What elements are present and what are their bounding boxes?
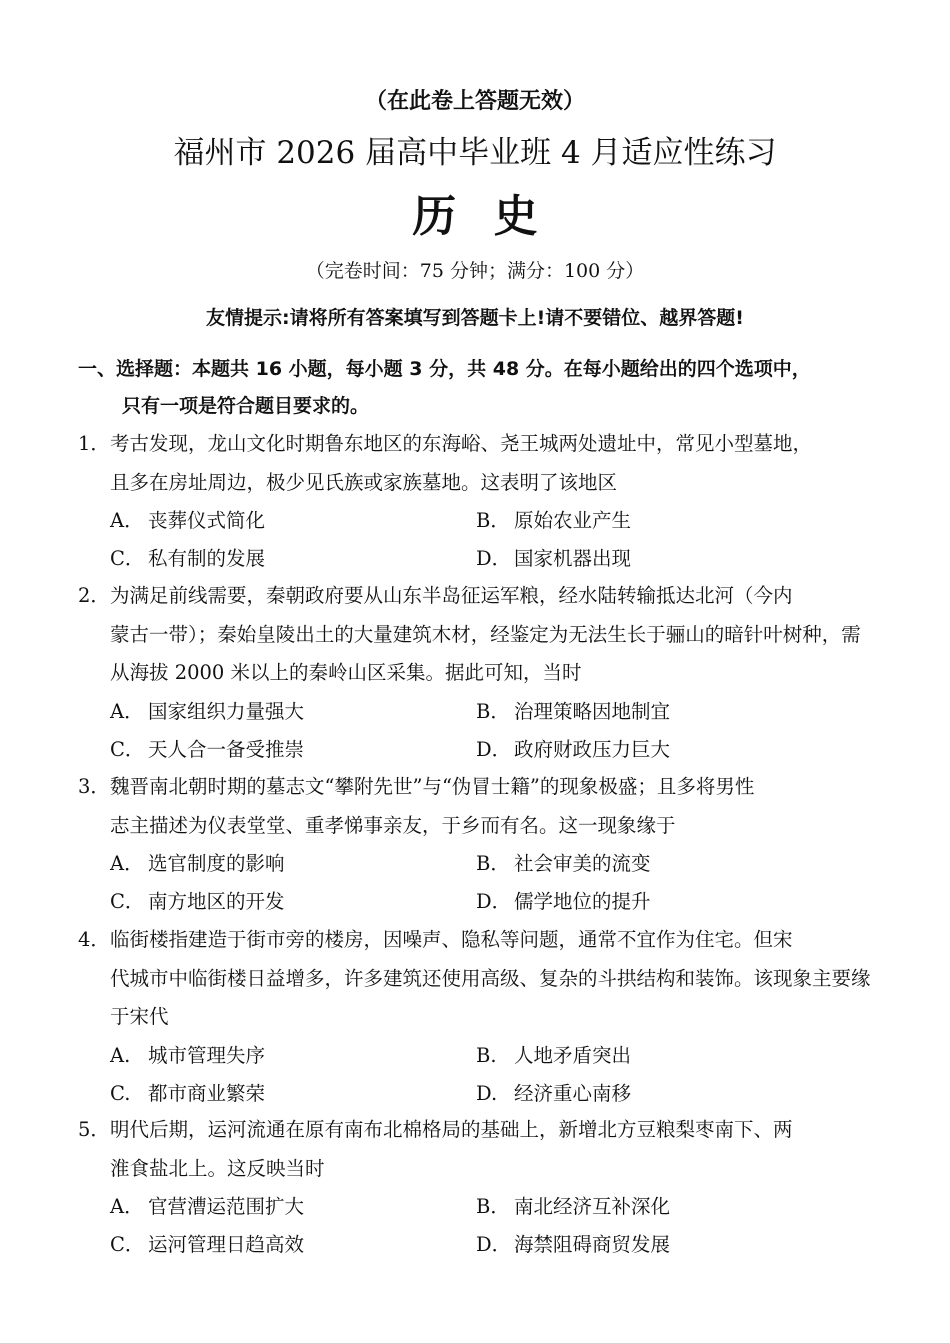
question-text-rest: 志主描述为仪表堂堂、重孝悌事亲友，于乡而有名。这一现象缘于 [110, 813, 676, 837]
option-text: 经济重心南移 [514, 1081, 632, 1105]
option-letter: B． [476, 1195, 510, 1218]
option-letter: B. [476, 1043, 497, 1067]
question-1 [78, 425, 878, 578]
option-a [110, 845, 285, 883]
option-text: 国家组织力量强大 [148, 699, 305, 723]
option-a [110, 502, 265, 540]
section-heading [78, 351, 878, 425]
option-b [476, 845, 651, 883]
option-list [78, 693, 878, 769]
option-d [476, 883, 651, 921]
question-stem [78, 921, 878, 1037]
option-text: 海禁阻碍商贸发展 [514, 1233, 671, 1256]
section-heading-line1: 一、选择题：本题共 16 小题，每小题 3 分，共 48 分。在每小题给出的四个选项中， [78, 358, 811, 380]
question-text-line1: 明代后期，运河流通在原有南布北棉格局的基础上，新增北方豆粮梨枣南下、两 [110, 1118, 793, 1141]
question-stem [78, 425, 878, 502]
question-text-line1: 临街楼指建造于街市旁的楼房，因噪声、隐私等问题，通常不宜作为住宅。但宋 [110, 928, 793, 951]
option-letter: A． [110, 509, 144, 532]
question-number: 5． [78, 1118, 110, 1141]
option-letter: D． [476, 890, 512, 913]
option-letter: B． [476, 852, 510, 875]
question-text-line1: 考古发现，龙山文化时期鲁东地区的东海峪、尧王城两处遗址中，常见小型墓地， [110, 432, 813, 455]
option-text: 国家机器出现 [514, 547, 632, 570]
question-number: 4． [78, 928, 110, 951]
option-text: 政府财政压力巨大 [514, 737, 671, 761]
option-c [110, 540, 265, 578]
question-text-rest: 淮食盐北上。这反映当时 [110, 1156, 325, 1180]
option-text: 社会审美的流变 [514, 852, 651, 875]
option-letter: C. [110, 1081, 131, 1105]
option-letter: A． [110, 1195, 144, 1218]
question-stem [78, 1111, 878, 1188]
option-letter: A. [110, 1043, 131, 1067]
option-a [110, 1188, 304, 1226]
option-a [110, 1037, 265, 1075]
option-b [476, 502, 631, 540]
option-c [110, 883, 285, 921]
option-letter: B． [476, 699, 510, 723]
question-stem [78, 577, 878, 693]
option-d [476, 540, 631, 578]
option-b [476, 1037, 631, 1075]
exam-title: 福州市 2026 届高中毕业班 4 月适应性练习 [173, 135, 777, 171]
option-c [110, 1075, 265, 1113]
option-letter: D． [476, 737, 512, 761]
invalid-answer-notice: （在此卷上答题无效） [364, 89, 585, 114]
option-text: 治理策略因地制宜 [514, 699, 671, 723]
option-text: 原始农业产生 [514, 509, 632, 532]
question-text-rest: 代城市中临街楼日益增多，许多建筑还使用高级、复杂的斗拱结构和装饰。该现象主要缘于宋代 [110, 966, 871, 1028]
option-text: 南北经济互补深化 [514, 1195, 671, 1218]
option-text: 人地矛盾突出 [514, 1043, 632, 1067]
question-text-line1: 魏晋南北朝时期的墓志文“攀附先世”与“伪冒士籍”的现象极盛；且多将男性 [110, 775, 755, 798]
option-text: 私有制的发展 [148, 547, 266, 570]
option-list [78, 1037, 878, 1113]
option-text: 天人合一备受推崇 [148, 737, 305, 761]
option-list [78, 1188, 878, 1264]
option-letter: C． [110, 547, 145, 570]
option-letter: C． [110, 890, 145, 913]
option-c [110, 1226, 304, 1264]
question-text-line1: 为满足前线需要，秦朝政府要从山东半岛征运军粮，经水陆转输抵达北河（今内 [110, 584, 793, 607]
option-text: 官营漕运范围扩大 [148, 1195, 305, 1218]
option-text: 丧葬仪式简化 [148, 509, 266, 532]
option-list [78, 502, 878, 578]
section-heading-line2: 只有一项是符合题目要求的。 [122, 395, 370, 417]
option-d [476, 1226, 670, 1264]
question-number: 3． [78, 775, 110, 798]
option-text: 都市商业繁荣 [148, 1081, 266, 1105]
question-stem [78, 768, 878, 845]
option-letter: A． [110, 699, 144, 723]
option-letter: C． [110, 1233, 145, 1256]
question-5 [78, 1111, 878, 1264]
option-d [476, 731, 670, 769]
question-number: 1． [78, 432, 110, 455]
option-b [476, 693, 670, 731]
option-a [110, 693, 304, 731]
question-number: 2． [78, 584, 110, 607]
option-c [110, 731, 304, 769]
option-text: 运河管理日趋高效 [148, 1233, 305, 1256]
option-text: 城市管理失序 [148, 1043, 266, 1067]
option-d [476, 1075, 631, 1113]
option-letter: A． [110, 852, 144, 875]
question-2 [78, 577, 878, 769]
option-text: 选官制度的影响 [148, 852, 285, 875]
option-b [476, 1188, 670, 1226]
question-3 [78, 768, 878, 921]
option-list [78, 845, 878, 921]
option-letter: C． [110, 737, 145, 761]
option-text: 南方地区的开发 [148, 890, 285, 913]
exam-info: （完卷时间：75 分钟；满分：100 分） [305, 260, 645, 282]
option-letter: D． [476, 547, 512, 570]
option-letter: D． [476, 1233, 512, 1256]
question-text-rest: 蒙古一带）；秦始皇陵出土的大量建筑木材，经鉴定为无法生长于骊山的暗针叶树种，需从海拔 2000 米以上的秦岭山区采集。据此可知，当时 [110, 622, 861, 684]
question-text-rest: 且多在房址周边，极少见氏族或家族墓地。这表明了该地区 [110, 470, 618, 494]
friendly-tip: 友情提示:请将所有答案填写到答题卡上!请不要错位、越界答题! [206, 307, 744, 329]
option-letter: B． [476, 509, 510, 532]
question-4 [78, 921, 878, 1113]
option-letter: D. [476, 1081, 498, 1105]
subject-title: 历史 [412, 191, 576, 242]
option-text: 儒学地位的提升 [514, 890, 651, 913]
